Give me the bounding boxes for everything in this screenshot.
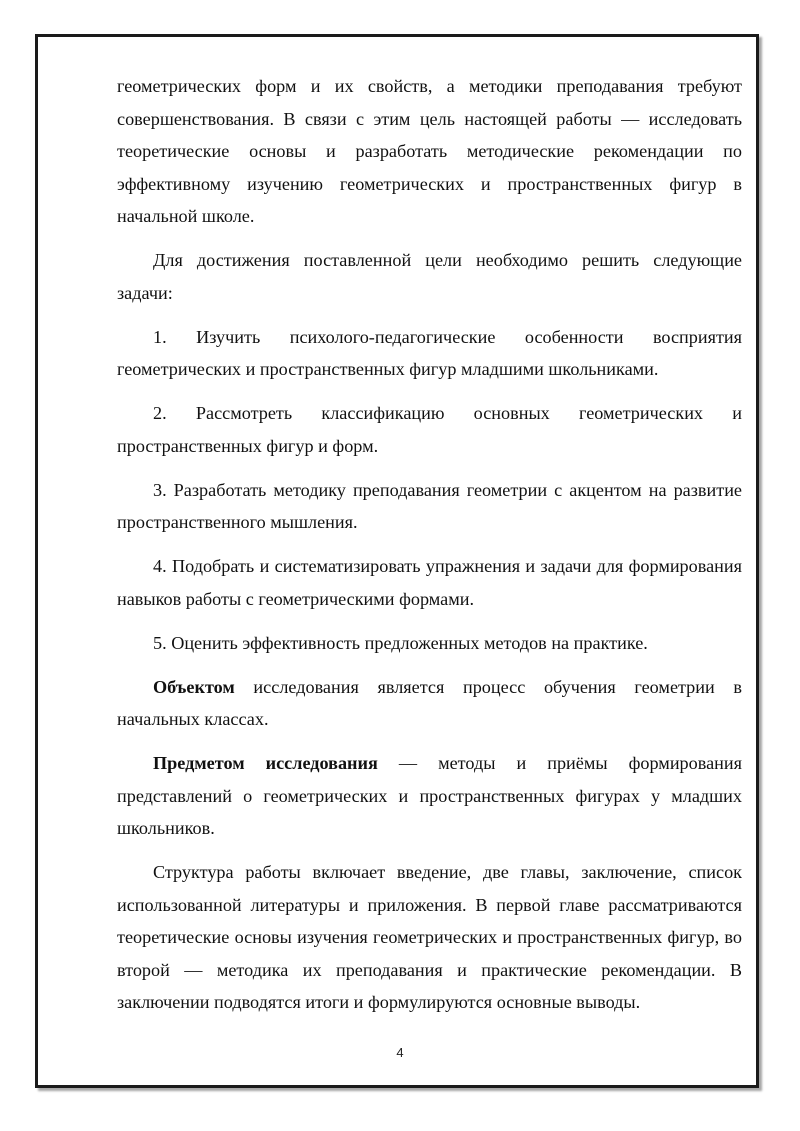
task-item-3: 3. Разработать методику преподавания геометрии с акцентом на развитие пространственного мышления.	[117, 479, 742, 532]
task-item-5: 5. Оценить эффективность предложенных методов на практике.	[153, 632, 648, 653]
subject-label: Предметом исследования	[153, 753, 378, 773]
object-label: Объектом	[153, 676, 235, 697]
task-item-2: 2. Рассмотреть классификацию основных геометрических и пространственных фигур и форм.	[117, 403, 742, 456]
paragraph-subject	[117, 747, 742, 845]
paragraph-structure: Структура работы включает введение, две главы, заключение, список использованной литературы и приложения. В первой главе рассматриваются теоретические основы изучения геометрических и пространственных фигур, во второй — методика их преподавания и практические рекомендации. В заключении подводятся итоги и формулируются основные выводы.	[117, 862, 742, 1012]
paragraph-goal: геометрических форм и их свойств, а методики преподавания требуют совершенствования. В связи с этим цель настоящей работы — исследовать теоретические основы и разработать методические рекомендации по эффективному изучению геометрических и пространственных фигур в начальной школе.	[117, 76, 742, 226]
paragraph-tasks-intro: Для достижения поставленной цели необходимо решить следующие задачи:	[117, 250, 742, 303]
paragraph-object	[117, 671, 742, 736]
task-item-4: 4. Подобрать и систематизировать упражнения и задачи для формирования навыков работы с геометрическими формами.	[117, 556, 742, 609]
subject-text: — методы и приёмы формирования представлений о геометрических и пространственных фигурах у младших школьников.	[117, 753, 742, 838]
page-number: 4	[396, 1045, 404, 1060]
object-text: исследования является процесс обучения геометрии в начальных классах.	[117, 676, 742, 729]
document-body	[117, 70, 742, 1030]
task-item-1: 1. Изучить психолого-педагогические особенности восприятия геометрических и пространственных фигур младшими школьниками.	[117, 326, 742, 379]
